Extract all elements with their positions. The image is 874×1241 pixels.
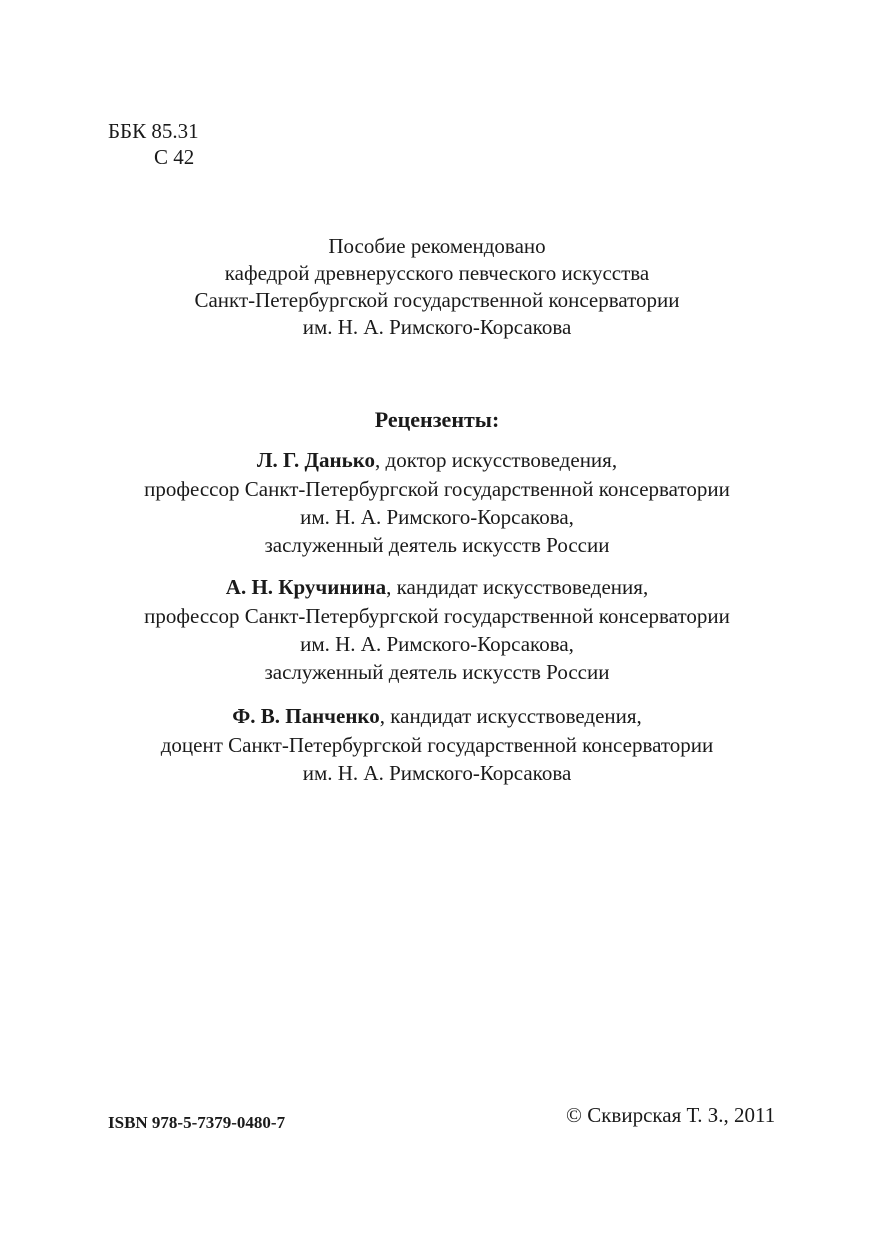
reviewer-title: , доктор искусствоведения, bbox=[375, 448, 618, 472]
reviewer-detail: им. Н. А. Римского-Корсакова, bbox=[300, 632, 574, 656]
reviewer-name-line bbox=[0, 703, 874, 729]
recommendation-line: им. Н. А. Римского-Корсакова bbox=[302, 315, 572, 339]
reviewer-detail: им. Н. А. Римского-Корсакова, bbox=[300, 505, 574, 529]
reviewer-name-line bbox=[0, 574, 874, 600]
copyright: © Сквирская Т. З., 2011 bbox=[566, 1103, 776, 1127]
recommendation-line: Пособие рекомендовано bbox=[328, 234, 546, 258]
isbn: ISBN 978-5-7379-0480-7 bbox=[108, 1113, 286, 1132]
reviewer-name-line bbox=[0, 447, 874, 473]
reviewer-detail: профессор Санкт-Петербургской государственной консерватории bbox=[144, 477, 730, 501]
reviewer-name: Л. Г. Данько bbox=[256, 448, 376, 472]
reviewer-detail: заслуженный деятель искусств России bbox=[264, 660, 610, 684]
author-mark: С 42 bbox=[154, 145, 195, 169]
reviewer-name: Ф. В. Панченко bbox=[232, 704, 380, 728]
reviewer-title: , кандидат искусствоведения, bbox=[379, 704, 642, 728]
recommendation-line: Санкт-Петербургской государственной консерватории bbox=[194, 288, 680, 312]
reviewer-name: А. Н. Кручинина bbox=[225, 575, 387, 599]
reviewer-detail: профессор Санкт-Петербургской государственной консерватории bbox=[144, 604, 730, 628]
bbk-classification: ББК 85.31 bbox=[108, 119, 199, 143]
reviewer-detail: им. Н. А. Римского-Корсакова bbox=[302, 761, 572, 785]
recommendation-line: кафедрой древнерусского певческого искусства bbox=[224, 261, 650, 285]
reviewers-heading: Рецензенты: bbox=[374, 407, 500, 432]
reviewer-detail: заслуженный деятель искусств России bbox=[264, 533, 610, 557]
reviewer-detail: доцент Санкт-Петербургской государственной консерватории bbox=[160, 733, 714, 757]
reviewer-title: , кандидат искусствоведения, bbox=[386, 575, 649, 599]
